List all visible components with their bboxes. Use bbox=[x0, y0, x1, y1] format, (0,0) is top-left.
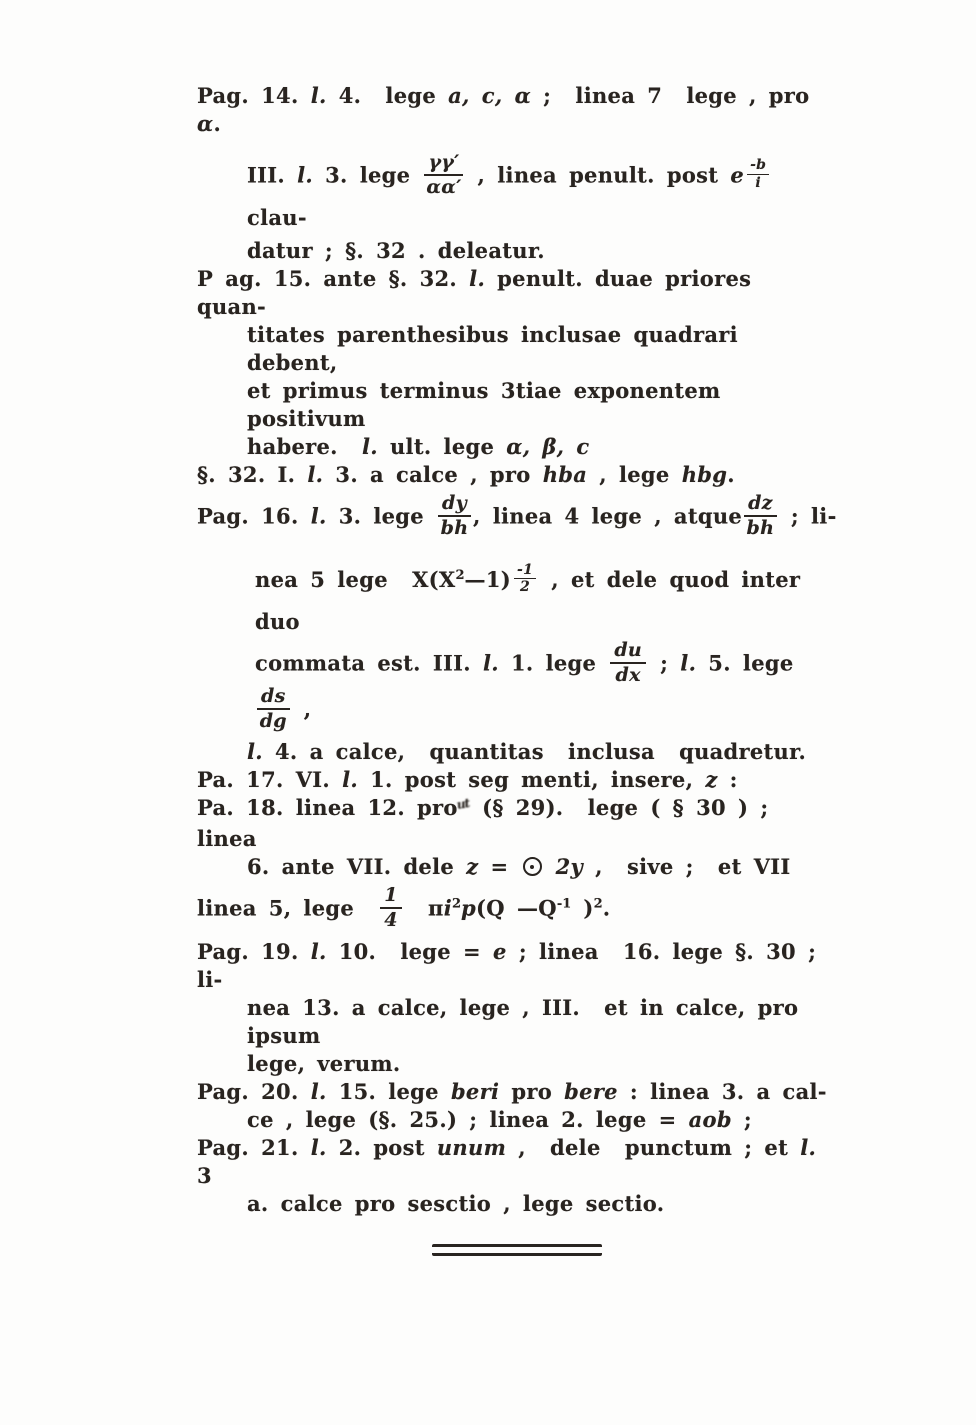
fraction-denominator: bh bbox=[746, 516, 775, 539]
fraction bbox=[610, 640, 646, 686]
text: , sive ; et VII bbox=[583, 854, 791, 880]
italic-text: l. bbox=[482, 650, 499, 676]
text: 3. lege bbox=[312, 162, 423, 188]
fraction-numerator: -1 bbox=[514, 563, 536, 580]
errata-line bbox=[255, 546, 837, 636]
errata-line bbox=[247, 138, 837, 237]
italic-text: i bbox=[443, 895, 452, 921]
text: 3 bbox=[197, 1135, 829, 1189]
ink-smudge: ut bbox=[455, 796, 470, 813]
text: Pa. 18. linea 12. pro bbox=[197, 795, 458, 821]
errata-line bbox=[197, 1078, 837, 1106]
fraction-numerator: γγ′ bbox=[424, 152, 463, 176]
fraction bbox=[424, 152, 463, 198]
text: pro bbox=[499, 1079, 565, 1105]
superscript: 2 bbox=[455, 567, 465, 583]
fraction-denominator: dg bbox=[259, 709, 287, 732]
text: Pag. 20. bbox=[197, 1079, 311, 1105]
italic-text: l. bbox=[307, 461, 324, 487]
errata-line bbox=[197, 265, 837, 321]
italic-text: l. bbox=[342, 767, 359, 793]
text: et primus terminus 3tiae exponentem positivum bbox=[247, 377, 733, 431]
fraction-numerator: ds bbox=[257, 686, 290, 710]
text: ; linea 7 lege , pro bbox=[531, 83, 822, 108]
fraction-numerator: dz bbox=[744, 493, 777, 517]
superscript: 2 bbox=[593, 896, 603, 912]
italic-text: unum bbox=[436, 1135, 507, 1161]
errata-line bbox=[247, 994, 837, 1050]
fraction-numerator: -b bbox=[747, 158, 769, 175]
text: : linea 3. a cal- bbox=[617, 1079, 827, 1105]
text: π bbox=[403, 895, 444, 921]
text: Pag. 16. bbox=[197, 503, 311, 529]
italic-text: e bbox=[493, 939, 507, 965]
italic-text: l. bbox=[310, 1135, 327, 1161]
italic-text: bere bbox=[564, 1079, 618, 1105]
text: 2. post bbox=[326, 1135, 437, 1161]
text: . bbox=[602, 895, 611, 921]
text: ) bbox=[571, 895, 594, 921]
superscript: 2 bbox=[451, 896, 462, 912]
text: , linea penult. post bbox=[465, 162, 731, 188]
italic-text: α bbox=[197, 111, 214, 136]
fraction-numerator: 1 bbox=[380, 885, 402, 909]
italic-text: z bbox=[466, 854, 479, 880]
italic-text: l. bbox=[469, 265, 486, 291]
italic-text: beri bbox=[450, 1079, 500, 1105]
text: 1. lege bbox=[498, 650, 609, 676]
text: nea 13. a calce, lege , III. et in calce, pro ipsum bbox=[247, 995, 811, 1049]
errata-line bbox=[247, 433, 837, 461]
errata-line bbox=[197, 489, 837, 546]
fraction-numerator: dy bbox=[438, 493, 471, 517]
text-block bbox=[197, 82, 837, 1256]
text: (§ 29). lege ( § 30 ) ; linea bbox=[197, 795, 793, 852]
fraction-denominator: αα′ bbox=[426, 175, 462, 198]
italic-text: l. bbox=[297, 162, 313, 188]
text: 6. ante VII. dele bbox=[247, 854, 467, 880]
text: datur ; §. 32 . deleatur. bbox=[247, 237, 545, 263]
text: Pag. 19. bbox=[197, 939, 311, 965]
text: habere. bbox=[247, 433, 362, 459]
italic-text: l. bbox=[310, 83, 327, 108]
text: linea 5, lege bbox=[197, 895, 379, 921]
italic-text: l. bbox=[361, 433, 378, 459]
italic-text: z bbox=[705, 767, 718, 793]
italic-text: α, β, c bbox=[506, 433, 590, 459]
italic-text: l. bbox=[800, 1135, 817, 1161]
italic-text: l. bbox=[310, 1079, 327, 1105]
fraction bbox=[744, 493, 777, 539]
errata-line bbox=[197, 881, 837, 938]
italic-text: l. bbox=[247, 739, 263, 765]
italic-text: a, c, α bbox=[448, 83, 532, 108]
italic-text: l. bbox=[310, 503, 327, 529]
text: , lege bbox=[587, 461, 682, 487]
errata-line bbox=[247, 237, 837, 265]
fraction-denominator: dx bbox=[615, 663, 641, 686]
double-rule-divider bbox=[432, 1244, 602, 1256]
italic-text: aob bbox=[688, 1107, 732, 1133]
text: 15. lege bbox=[326, 1079, 451, 1105]
text: P ag. 15. ante §. 32. bbox=[197, 265, 470, 291]
errata-line bbox=[247, 853, 837, 881]
text: Pag. 14. bbox=[197, 83, 311, 108]
text: ; bbox=[648, 650, 681, 676]
text: ult. lege bbox=[377, 433, 507, 459]
errata-line bbox=[197, 1134, 837, 1190]
errata-line bbox=[197, 938, 837, 994]
errata-line bbox=[197, 82, 837, 138]
superscript: -1 bbox=[556, 896, 572, 912]
fraction bbox=[380, 885, 402, 931]
text: clau- bbox=[247, 162, 797, 230]
italic-text: hbg bbox=[681, 461, 728, 487]
fraction-denominator: 4 bbox=[384, 909, 398, 932]
superscript-fraction bbox=[514, 563, 536, 595]
text: commata est. III. bbox=[255, 650, 483, 676]
text: titates parenthesibus inclusae quadrari debent, bbox=[247, 321, 751, 375]
text: = bbox=[478, 854, 521, 880]
fraction-numerator: du bbox=[610, 640, 646, 664]
text: 4. a calce, quantitas inclusa quadretur. bbox=[262, 739, 807, 765]
text: Pag. 21. bbox=[197, 1135, 311, 1161]
text: , bbox=[291, 696, 312, 722]
italic-text: hba bbox=[542, 461, 588, 487]
italic-text: 2y bbox=[543, 854, 584, 880]
errata-line bbox=[255, 636, 837, 739]
text: 5. lege bbox=[696, 650, 806, 676]
errata-line bbox=[247, 377, 837, 433]
text: ce , lege (§. 25.) ; linea 2. lege = bbox=[247, 1107, 689, 1133]
text: : bbox=[717, 767, 738, 793]
text: 10. lege = bbox=[326, 939, 494, 965]
text: , dele punctum ; et bbox=[506, 1135, 801, 1161]
text: . bbox=[727, 461, 735, 487]
text: §. 32. I. bbox=[197, 461, 308, 487]
errata-line bbox=[247, 1106, 837, 1134]
text: a. calce pro sesctio , lege sectio. bbox=[247, 1191, 665, 1217]
text: ; li- bbox=[778, 503, 837, 529]
text: lege, verum. bbox=[247, 1051, 401, 1077]
circled-dot-icon bbox=[523, 857, 542, 876]
fraction-denominator: 2 bbox=[520, 579, 531, 596]
superscript-fraction bbox=[747, 158, 769, 190]
errata-line bbox=[197, 461, 837, 489]
text: , linea 4 lege , atque bbox=[472, 503, 743, 529]
fraction bbox=[438, 493, 471, 539]
errata-line bbox=[197, 766, 837, 794]
italic-text: p bbox=[461, 895, 476, 921]
errata-line bbox=[247, 321, 837, 377]
fraction bbox=[257, 686, 290, 732]
errata-line bbox=[247, 1050, 837, 1078]
text: 3. lege bbox=[326, 503, 437, 529]
italic-text: l. bbox=[680, 650, 697, 676]
text: 3. a calce , pro bbox=[323, 461, 543, 487]
text: . bbox=[213, 111, 222, 136]
text: (Q —Q bbox=[476, 895, 557, 921]
italic-text: e bbox=[730, 162, 745, 188]
italic-text: l. bbox=[310, 939, 327, 965]
errata-line bbox=[247, 738, 837, 766]
errata-line bbox=[197, 794, 837, 853]
errata-line bbox=[247, 1190, 837, 1218]
fraction-denominator: i bbox=[755, 175, 761, 192]
text: 1. post seg menti, insere, bbox=[358, 767, 706, 793]
fraction-denominator: bh bbox=[440, 516, 469, 539]
text: ; bbox=[731, 1107, 752, 1133]
text: , et dele quod inter duo bbox=[255, 566, 813, 634]
text: ; linea 16. lege §. 30 ; li- bbox=[197, 939, 829, 993]
text: penult. duae priores quan- bbox=[197, 265, 776, 319]
text: —1) bbox=[464, 566, 511, 592]
text: Pa. 17. VI. bbox=[197, 767, 343, 793]
text: III. bbox=[247, 162, 298, 188]
text: nea 5 lege X(X bbox=[255, 566, 456, 592]
text: 4. lege bbox=[326, 83, 449, 108]
